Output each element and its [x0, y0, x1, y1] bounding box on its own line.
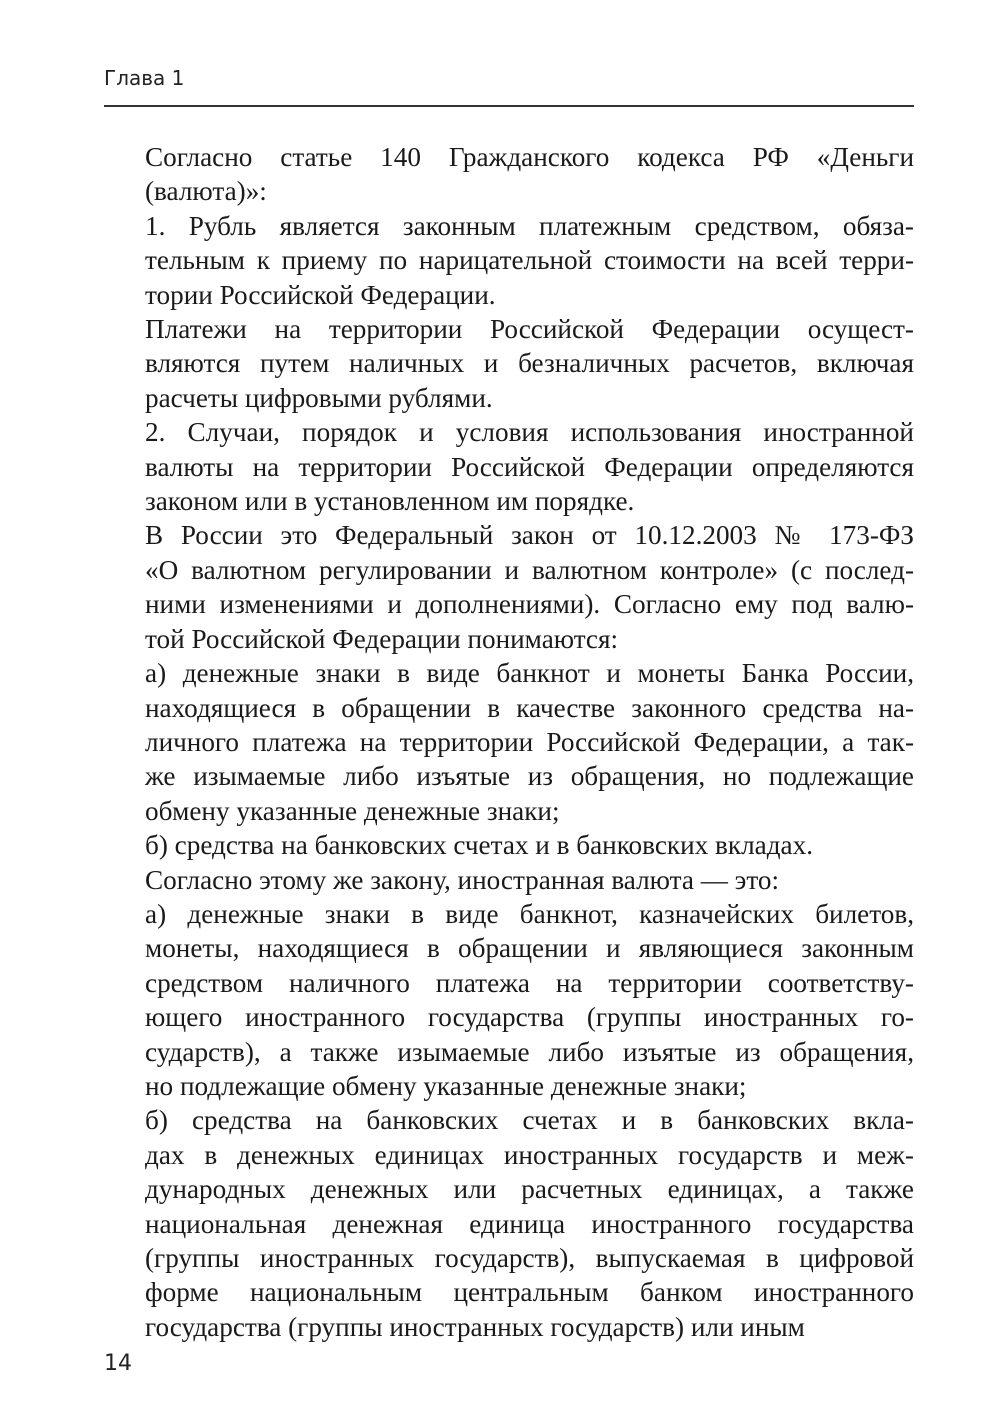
page-number: 14 — [104, 1351, 132, 1376]
text-line: средством наличного платежа на территории соответству- — [145, 967, 914, 998]
body-text — [104, 140, 914, 1344]
paragraph — [104, 897, 914, 1103]
text-line: монеты, находящиеся в обращении и являющиеся законным — [145, 933, 914, 964]
text-line: ющего иностранного государства (группы иностранных го- — [145, 1002, 914, 1033]
text-line: а) денежные знаки в виде банкнот, казначейских билетов, — [145, 898, 914, 929]
paragraph — [104, 518, 914, 656]
text-line: (группы иностранных государств), выпускаемая в цифровой — [145, 1243, 914, 1273]
text-line: расчеты цифровыми рублями. — [145, 382, 493, 413]
paragraph — [104, 415, 914, 518]
text-line: Согласно статье 140 Гражданского кодекса РФ «Деньги — [145, 142, 914, 172]
text-line: В России это Федеральный закон от 10.12.2003 № 173-ФЗ — [145, 520, 914, 551]
text-line: тельным к приему по нарицательной стоимости на всей терри- — [145, 245, 914, 276]
text-line: государства (группы иностранных государств) или иным — [145, 1311, 805, 1342]
text-line: же изымаемые либо изъятые из обращения, но подлежащие — [145, 761, 914, 792]
text-line: тории Российской Федерации. — [145, 279, 496, 310]
text-line: но подлежащие обмену указанные денежные знаки; — [145, 1070, 747, 1101]
text-line: Платежи на территории Российской Федерации осущест- — [145, 314, 914, 345]
text-line: дународных денежных или расчетных единицах, а также — [145, 1174, 914, 1205]
text-line: той Российской Федерации понимаются: — [145, 623, 619, 654]
paragraph — [104, 312, 914, 415]
text-line: б) средства на банковских счетах и в банковских вкладах. — [145, 830, 814, 861]
running-head-chapter: Глава 1 — [104, 66, 185, 90]
paragraph — [104, 140, 914, 209]
paragraph — [104, 209, 914, 312]
paragraph — [104, 1103, 914, 1344]
text-line: ними изменениями и дополнениями). Согласно ему под валю- — [145, 589, 914, 620]
paragraph — [104, 656, 914, 828]
text-line: обмену указанные денежные знаки; — [145, 795, 560, 826]
text-line: национальная денежная единица иностранного государства — [145, 1208, 914, 1239]
text-line: а) денежные знаки в виде банкнот и монеты Банка России, — [145, 658, 914, 689]
text-line: «О валютном регулировании и валютном контроле» (с послед- — [145, 554, 914, 585]
text-line: б) средства на банковских счетах и в банковских вкла- — [145, 1105, 914, 1136]
text-line: (валюта)»: — [145, 176, 267, 207]
text-line: валюты на территории Российской Федерации определяются — [145, 451, 914, 482]
paragraph — [104, 863, 914, 897]
text-line: находящиеся в обращении в качестве законного средства на- — [145, 692, 914, 723]
text-line: 1. Рубль является законным платежным средством, обяза- — [145, 210, 914, 241]
paragraph — [104, 828, 914, 862]
text-line: вляются путем наличных и безналичных расчетов, включая — [145, 348, 914, 379]
header-rule — [104, 105, 914, 107]
text-line: дах в денежных единицах иностранных государств и меж- — [145, 1139, 914, 1170]
text-line: 2. Случаи, порядок и условия использования иностранной — [145, 417, 914, 448]
text-line: законом или в установленном им порядке. — [145, 486, 635, 517]
text-line: личного платежа на территории Российской Федерации, а так- — [145, 726, 914, 757]
text-line: форме национальным центральным банком иностранного — [145, 1277, 914, 1308]
text-line: Согласно этому же закону, иностранная валюта — это: — [145, 864, 780, 895]
text-line: сударств), а также изымаемые либо изъятые из обращения, — [145, 1036, 914, 1067]
